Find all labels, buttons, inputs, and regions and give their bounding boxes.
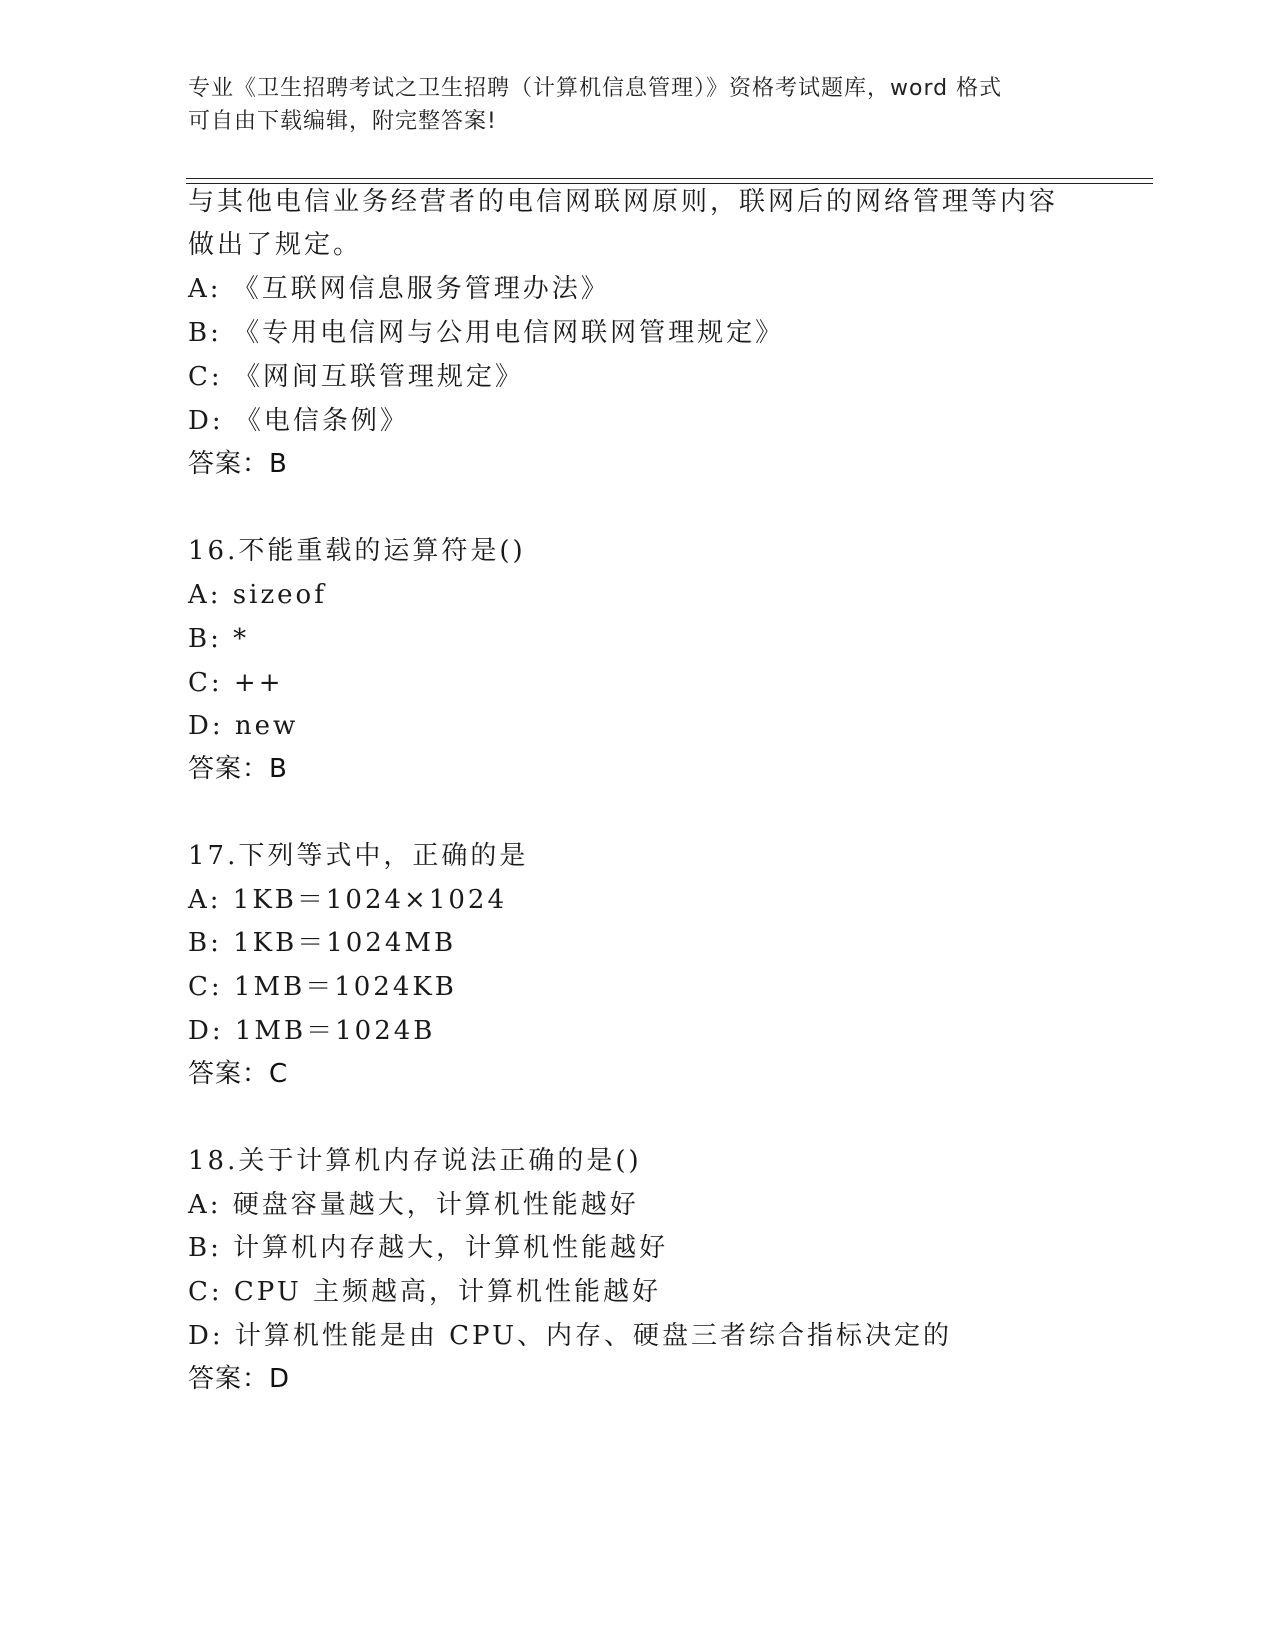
- q16-answer: 答案：B: [188, 754, 288, 784]
- q17-answer: 答案：C: [188, 1059, 289, 1089]
- q17-option-a: A: 1KB＝1024×1024: [188, 885, 507, 915]
- q15-text-line-2: 做出了规定。: [188, 230, 363, 260]
- q18-option-d: D: 计算机性能是由 CPU、内存、硬盘三者综合指标决定的: [188, 1321, 952, 1351]
- q18-option-a: A: 硬盘容量越大，计算机性能越好: [188, 1190, 639, 1220]
- q15-answer: 答案：B: [188, 449, 288, 479]
- q15-option-c: C: 《网间互联管理规定》: [188, 362, 524, 392]
- q15-option-b: B: 《专用电信网与公用电信网联网管理规定》: [188, 318, 785, 348]
- q16-question: 16.不能重载的运算符是(): [188, 536, 526, 566]
- q18-option-b: B: 计算机内存越大，计算机性能越好: [188, 1233, 669, 1263]
- header-title-line-2: 可自由下载编辑，附完整答案!: [188, 109, 497, 134]
- q15-option-d: D: 《电信条例》: [188, 406, 409, 436]
- q16-option-a: A: sizeof: [188, 580, 327, 610]
- q18-answer: 答案：D: [188, 1364, 291, 1394]
- q17-option-c: C: 1MB＝1024KB: [188, 972, 457, 1002]
- q15-option-a: A: 《互联网信息服务管理办法》: [188, 274, 610, 304]
- q18-question: 18.关于计算机内存说法正确的是(): [188, 1146, 642, 1176]
- document-header: [188, 72, 1068, 138]
- q17-question: 17.下列等式中，正确的是: [188, 841, 529, 871]
- q16-option-c: C: ++: [188, 668, 284, 698]
- q17-option-b: B: 1KB＝1024MB: [188, 928, 457, 958]
- header-divider-bottom: [186, 183, 1153, 184]
- header-divider-top: [186, 178, 1153, 179]
- q18-option-c: C: CPU 主频越高，计算机性能越好: [188, 1277, 662, 1307]
- header-title-line-1: 专业《卫生招聘考试之卫生招聘（计算机信息管理）》资格考试题库，word 格式: [188, 76, 1003, 101]
- q16-option-d: D: new: [188, 711, 299, 741]
- q17-option-d: D: 1MB＝1024B: [188, 1016, 436, 1046]
- q15-text-line-1: 与其他电信业务经营者的电信网联网原则，联网后的网络管理等内容: [188, 187, 1059, 217]
- q16-option-b: B: *: [188, 624, 250, 654]
